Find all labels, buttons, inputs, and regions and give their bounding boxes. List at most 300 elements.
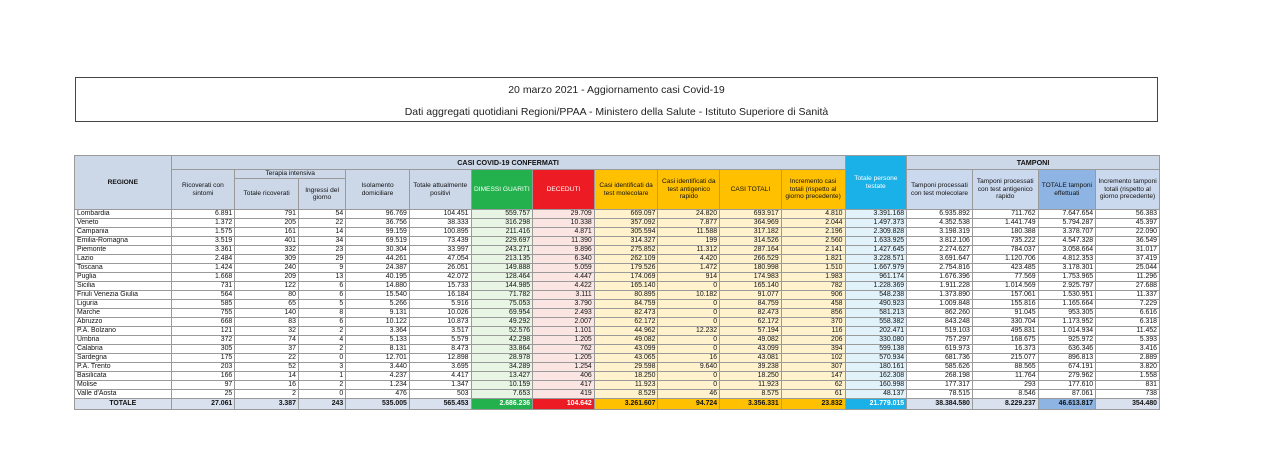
value-cell: 157.061 bbox=[972, 291, 1038, 300]
value-cell: 305 bbox=[171, 345, 235, 354]
value-cell: 10.182 bbox=[658, 291, 720, 300]
region-name-cell: Molise bbox=[75, 381, 172, 390]
value-cell: 1 bbox=[298, 372, 345, 381]
value-cell: 1.676.396 bbox=[907, 273, 973, 282]
value-cell: 43.099 bbox=[720, 345, 782, 354]
value-cell: 925.972 bbox=[1038, 336, 1096, 345]
value-cell: 4.420 bbox=[658, 255, 720, 264]
value-cell: 585.626 bbox=[907, 363, 973, 372]
value-cell: 11.923 bbox=[720, 381, 782, 390]
value-cell: 202.471 bbox=[845, 327, 907, 336]
value-cell: 1.911.228 bbox=[907, 282, 973, 291]
col-casi-totali: CASI TOTALI bbox=[720, 170, 782, 210]
value-cell: 293 bbox=[972, 381, 1038, 390]
value-cell: 564 bbox=[171, 291, 235, 300]
value-cell: 548.238 bbox=[845, 291, 907, 300]
value-cell: 953.305 bbox=[1038, 309, 1096, 318]
region-name-cell: Campania bbox=[75, 228, 172, 237]
value-cell: 10.026 bbox=[409, 309, 471, 318]
value-cell: 3.820 bbox=[1096, 363, 1160, 372]
value-cell: 174.069 bbox=[594, 273, 658, 282]
value-cell: 1.205 bbox=[533, 354, 595, 363]
value-cell: 62.172 bbox=[594, 318, 658, 327]
value-cell: 32 bbox=[235, 327, 299, 336]
value-cell: 5.794.287 bbox=[1038, 219, 1096, 228]
value-cell: 162.308 bbox=[845, 372, 907, 381]
region-name-cell: Veneto bbox=[75, 219, 172, 228]
total-label: TOTALE bbox=[75, 399, 172, 410]
table-row bbox=[75, 390, 1160, 399]
value-cell: 122 bbox=[235, 282, 299, 291]
value-cell: 419 bbox=[533, 390, 595, 399]
value-cell: 332 bbox=[235, 246, 299, 255]
value-cell: 206 bbox=[781, 336, 845, 345]
value-cell: 42.072 bbox=[409, 273, 471, 282]
group-tamponi: TAMPONI bbox=[907, 156, 1160, 170]
total-value-cell: 243 bbox=[298, 399, 345, 410]
group-casi-confermati: CASI COVID-19 CONFERMATI bbox=[171, 156, 845, 170]
value-cell: 147 bbox=[781, 372, 845, 381]
value-cell: 519.103 bbox=[907, 327, 973, 336]
value-cell: 36.756 bbox=[346, 219, 410, 228]
group-terapia-intensiva: Terapia intensiva bbox=[235, 170, 346, 179]
col-regione: REGIONE bbox=[75, 156, 172, 210]
value-cell: 166 bbox=[171, 372, 235, 381]
value-cell: 14 bbox=[298, 228, 345, 237]
value-cell: 279.962 bbox=[1038, 372, 1096, 381]
value-cell: 69.954 bbox=[471, 309, 533, 318]
value-cell: 4.422 bbox=[533, 282, 595, 291]
value-cell: 2.484 bbox=[171, 255, 235, 264]
value-cell: 62 bbox=[781, 381, 845, 390]
value-cell: 266.529 bbox=[720, 255, 782, 264]
value-cell: 476 bbox=[346, 390, 410, 399]
value-cell: 140 bbox=[235, 309, 299, 318]
value-cell: 317.182 bbox=[720, 228, 782, 237]
value-cell: 394 bbox=[781, 345, 845, 354]
value-cell: 84.759 bbox=[720, 300, 782, 309]
value-cell: 0 bbox=[298, 354, 345, 363]
value-cell: 1.983 bbox=[781, 273, 845, 282]
value-cell: 36.549 bbox=[1096, 237, 1160, 246]
value-cell: 84.759 bbox=[594, 300, 658, 309]
region-name-cell: Liguria bbox=[75, 300, 172, 309]
region-name-cell: Puglia bbox=[75, 273, 172, 282]
value-cell: 16 bbox=[235, 381, 299, 390]
value-cell: 8.473 bbox=[409, 345, 471, 354]
table-row bbox=[75, 210, 1160, 219]
value-cell: 12.232 bbox=[658, 327, 720, 336]
value-cell: 1.575 bbox=[171, 228, 235, 237]
table-row bbox=[75, 336, 1160, 345]
col-ti-ingressi: Ingressi del giorno bbox=[298, 179, 345, 210]
value-cell: 23 bbox=[298, 246, 345, 255]
value-cell: 490.923 bbox=[845, 300, 907, 309]
value-cell: 896.813 bbox=[1038, 354, 1096, 363]
value-cell: 88.565 bbox=[972, 363, 1038, 372]
value-cell: 3.111 bbox=[533, 291, 595, 300]
value-cell: 180.998 bbox=[720, 264, 782, 273]
value-cell: 681.736 bbox=[907, 354, 973, 363]
value-cell: 29 bbox=[298, 255, 345, 264]
value-cell: 372 bbox=[171, 336, 235, 345]
value-cell: 585 bbox=[171, 300, 235, 309]
value-cell: 6.340 bbox=[533, 255, 595, 264]
value-cell: 10.338 bbox=[533, 219, 595, 228]
value-cell: 22 bbox=[298, 219, 345, 228]
value-cell: 856 bbox=[781, 309, 845, 318]
value-cell: 287.164 bbox=[720, 246, 782, 255]
value-cell: 0 bbox=[658, 336, 720, 345]
value-cell: 165.140 bbox=[594, 282, 658, 291]
value-cell: 6.935.892 bbox=[907, 210, 973, 219]
value-cell: 2.889 bbox=[1096, 354, 1160, 363]
value-cell: 4 bbox=[298, 336, 345, 345]
value-cell: 559.757 bbox=[471, 210, 533, 219]
table-body bbox=[75, 210, 1160, 410]
value-cell: 16 bbox=[658, 354, 720, 363]
total-value-cell: 23.832 bbox=[781, 399, 845, 410]
value-cell: 149.888 bbox=[471, 264, 533, 273]
col-ti-totale: Totale ricoverati bbox=[235, 179, 299, 210]
value-cell: 6 bbox=[298, 291, 345, 300]
value-cell: 180.388 bbox=[972, 228, 1038, 237]
value-cell: 423.485 bbox=[972, 264, 1038, 273]
value-cell: 82.473 bbox=[594, 309, 658, 318]
table-row bbox=[75, 372, 1160, 381]
value-cell: 3.517 bbox=[409, 327, 471, 336]
table-row bbox=[75, 237, 1160, 246]
value-cell: 65 bbox=[235, 300, 299, 309]
region-name-cell: Abruzzo bbox=[75, 318, 172, 327]
value-cell: 199 bbox=[658, 237, 720, 246]
value-cell: 1.173.952 bbox=[1038, 318, 1096, 327]
value-cell: 831 bbox=[1096, 381, 1160, 390]
value-cell: 2 bbox=[235, 390, 299, 399]
table-row bbox=[75, 273, 1160, 282]
value-cell: 75.053 bbox=[471, 300, 533, 309]
col-positivi: Totale attualmente positivi bbox=[409, 170, 471, 210]
value-cell: 458 bbox=[781, 300, 845, 309]
value-cell: 11.296 bbox=[1096, 273, 1160, 282]
value-cell: 49.292 bbox=[471, 318, 533, 327]
region-name-cell: Lazio bbox=[75, 255, 172, 264]
total-value-cell: 104.642 bbox=[533, 399, 595, 410]
total-value-cell: 2.686.236 bbox=[471, 399, 533, 410]
value-cell: 213.135 bbox=[471, 255, 533, 264]
value-cell: 3.691.647 bbox=[907, 255, 973, 264]
value-cell: 80 bbox=[235, 291, 299, 300]
value-cell: 15.733 bbox=[409, 282, 471, 291]
value-cell: 5.393 bbox=[1096, 336, 1160, 345]
value-cell: 11.390 bbox=[533, 237, 595, 246]
value-cell: 179.526 bbox=[594, 264, 658, 273]
value-cell: 674.191 bbox=[1038, 363, 1096, 372]
value-cell: 330.704 bbox=[972, 318, 1038, 327]
value-cell: 77.569 bbox=[972, 273, 1038, 282]
value-cell: 8.575 bbox=[720, 390, 782, 399]
col-isolamento: Isolamento domiciliare bbox=[346, 170, 410, 210]
value-cell: 0 bbox=[658, 372, 720, 381]
value-cell: 40.195 bbox=[346, 273, 410, 282]
value-cell: 82.473 bbox=[720, 309, 782, 318]
value-cell: 1.014.934 bbox=[1038, 327, 1096, 336]
value-cell: 1.205 bbox=[533, 336, 595, 345]
table-row bbox=[75, 282, 1160, 291]
value-cell: 34.289 bbox=[471, 363, 533, 372]
value-cell: 961.174 bbox=[845, 273, 907, 282]
value-cell: 1.668 bbox=[171, 273, 235, 282]
value-cell: 174.983 bbox=[720, 273, 782, 282]
value-cell: 13 bbox=[298, 273, 345, 282]
value-cell: 11.764 bbox=[972, 372, 1038, 381]
value-cell: 78.515 bbox=[907, 390, 973, 399]
value-cell: 91.077 bbox=[720, 291, 782, 300]
value-cell: 2.560 bbox=[781, 237, 845, 246]
total-value-cell: 354.480 bbox=[1096, 399, 1160, 410]
value-cell: 2 bbox=[298, 381, 345, 390]
value-cell: 28.978 bbox=[471, 354, 533, 363]
value-cell: 5.059 bbox=[533, 264, 595, 273]
value-cell: 33.864 bbox=[471, 345, 533, 354]
value-cell: 11.337 bbox=[1096, 291, 1160, 300]
value-cell: 262.109 bbox=[594, 255, 658, 264]
value-cell: 791 bbox=[235, 210, 299, 219]
region-name-cell: Piemonte bbox=[75, 246, 172, 255]
value-cell: 762 bbox=[533, 345, 595, 354]
value-cell: 1.667.979 bbox=[845, 264, 907, 273]
value-cell: 168.675 bbox=[972, 336, 1038, 345]
value-cell: 10.873 bbox=[409, 318, 471, 327]
value-cell: 8.131 bbox=[346, 345, 410, 354]
value-cell: 7.653 bbox=[471, 390, 533, 399]
value-cell: 177.610 bbox=[1038, 381, 1096, 390]
value-cell: 18.250 bbox=[594, 372, 658, 381]
col-incremento-casi: Incremento casi totali (rispetto al giorno precedente) bbox=[781, 170, 845, 210]
col-antigenico: Casi identificati da test antigenico rapido bbox=[658, 170, 720, 210]
value-cell: 13.427 bbox=[471, 372, 533, 381]
report-subtitle: Dati aggregati quotidiani Regioni/PPAA - Ministero della Salute - Istituto Superiore di Sanità bbox=[404, 106, 829, 118]
value-cell: 3.391.168 bbox=[845, 210, 907, 219]
value-cell: 843.248 bbox=[907, 318, 973, 327]
value-cell: 102 bbox=[781, 354, 845, 363]
value-cell: 1.228.369 bbox=[845, 282, 907, 291]
value-cell: 862.260 bbox=[907, 309, 973, 318]
total-value-cell: 3.261.607 bbox=[594, 399, 658, 410]
value-cell: 31.017 bbox=[1096, 246, 1160, 255]
value-cell: 4.547.328 bbox=[1038, 237, 1096, 246]
value-cell: 49.082 bbox=[720, 336, 782, 345]
value-cell: 3.790 bbox=[533, 300, 595, 309]
value-cell: 29.598 bbox=[594, 363, 658, 372]
region-name-cell: Lombardia bbox=[75, 210, 172, 219]
value-cell: 309 bbox=[235, 255, 299, 264]
value-cell: 401 bbox=[235, 237, 299, 246]
table-row bbox=[75, 264, 1160, 273]
value-cell: 2.309.828 bbox=[845, 228, 907, 237]
value-cell: 144.985 bbox=[471, 282, 533, 291]
value-cell: 203 bbox=[171, 363, 235, 372]
value-cell: 80.895 bbox=[594, 291, 658, 300]
value-cell: 12.898 bbox=[409, 354, 471, 363]
value-cell: 4.237 bbox=[346, 372, 410, 381]
value-cell: 503 bbox=[409, 390, 471, 399]
value-cell: 2 bbox=[298, 327, 345, 336]
value-cell: 4.812.353 bbox=[1038, 255, 1096, 264]
total-value-cell: 3.356.331 bbox=[720, 399, 782, 410]
value-cell: 37 bbox=[235, 345, 299, 354]
report-header bbox=[75, 77, 1158, 122]
value-cell: 52 bbox=[235, 363, 299, 372]
value-cell: 906 bbox=[781, 291, 845, 300]
value-cell: 755 bbox=[171, 309, 235, 318]
value-cell: 12.701 bbox=[346, 354, 410, 363]
value-cell: 1.530.951 bbox=[1038, 291, 1096, 300]
value-cell: 305.594 bbox=[594, 228, 658, 237]
value-cell: 180.161 bbox=[845, 363, 907, 372]
table-row bbox=[75, 219, 1160, 228]
col-persone-testate: Totale persone testate bbox=[845, 156, 907, 210]
col-dimessi: DIMESSI GUARITI bbox=[471, 170, 533, 210]
value-cell: 57.194 bbox=[720, 327, 782, 336]
covid-data-table bbox=[74, 155, 1160, 410]
value-cell: 27.688 bbox=[1096, 282, 1160, 291]
value-cell: 1.234 bbox=[346, 381, 410, 390]
value-cell: 1.424 bbox=[171, 264, 235, 273]
value-cell: 6.891 bbox=[171, 210, 235, 219]
value-cell: 7.877 bbox=[658, 219, 720, 228]
value-cell: 1.347 bbox=[409, 381, 471, 390]
value-cell: 155.816 bbox=[972, 300, 1038, 309]
value-cell: 570.934 bbox=[845, 354, 907, 363]
value-cell: 83 bbox=[235, 318, 299, 327]
value-cell: 87.061 bbox=[1038, 390, 1096, 399]
value-cell: 3.695 bbox=[409, 363, 471, 372]
region-name-cell: Basilicata bbox=[75, 372, 172, 381]
value-cell: 243.271 bbox=[471, 246, 533, 255]
region-name-cell: Sardegna bbox=[75, 354, 172, 363]
value-cell: 668 bbox=[171, 318, 235, 327]
value-cell: 10.159 bbox=[471, 381, 533, 390]
total-value-cell: 94.724 bbox=[658, 399, 720, 410]
value-cell: 2.044 bbox=[781, 219, 845, 228]
value-cell: 5.133 bbox=[346, 336, 410, 345]
region-name-cell: Marche bbox=[75, 309, 172, 318]
value-cell: 160.998 bbox=[845, 381, 907, 390]
total-value-cell: 3.387 bbox=[235, 399, 299, 410]
value-cell: 406 bbox=[533, 372, 595, 381]
value-cell: 15.540 bbox=[346, 291, 410, 300]
value-cell: 91.045 bbox=[972, 309, 1038, 318]
value-cell: 161 bbox=[235, 228, 299, 237]
value-cell: 275.852 bbox=[594, 246, 658, 255]
value-cell: 24.387 bbox=[346, 264, 410, 273]
table-row bbox=[75, 246, 1160, 255]
region-name-cell: P.A. Bolzano bbox=[75, 327, 172, 336]
value-cell: 3.364 bbox=[346, 327, 410, 336]
value-cell: 2 bbox=[298, 345, 345, 354]
value-cell: 1.372 bbox=[171, 219, 235, 228]
region-name-cell: Toscana bbox=[75, 264, 172, 273]
value-cell: 1.165.664 bbox=[1038, 300, 1096, 309]
region-name-cell: Emilia-Romagna bbox=[75, 237, 172, 246]
value-cell: 314.327 bbox=[594, 237, 658, 246]
total-value-cell: 38.384.580 bbox=[907, 399, 973, 410]
report-title: 20 marzo 2021 - Aggiornamento casi Covid-19 bbox=[508, 84, 725, 96]
value-cell: 46 bbox=[658, 390, 720, 399]
table-row bbox=[75, 345, 1160, 354]
total-row bbox=[75, 399, 1160, 410]
value-cell: 1.821 bbox=[781, 255, 845, 264]
value-cell: 29.709 bbox=[533, 210, 595, 219]
value-cell: 0 bbox=[658, 318, 720, 327]
value-cell: 5.266 bbox=[346, 300, 410, 309]
value-cell: 39.238 bbox=[720, 363, 782, 372]
value-cell: 1.497.373 bbox=[845, 219, 907, 228]
value-cell: 3.519 bbox=[171, 237, 235, 246]
value-cell: 54 bbox=[298, 210, 345, 219]
value-cell: 1.009.848 bbox=[907, 300, 973, 309]
value-cell: 10.122 bbox=[346, 318, 410, 327]
value-cell: 4.810 bbox=[781, 210, 845, 219]
value-cell: 8 bbox=[298, 309, 345, 318]
value-cell: 693.917 bbox=[720, 210, 782, 219]
value-cell: 5.916 bbox=[409, 300, 471, 309]
col-tamponi-molecolare: Tamponi processati con test molecolare bbox=[907, 170, 973, 210]
table-row bbox=[75, 381, 1160, 390]
value-cell: 3.228.571 bbox=[845, 255, 907, 264]
value-cell: 1.427.645 bbox=[845, 246, 907, 255]
value-cell: 16.184 bbox=[409, 291, 471, 300]
total-value-cell: 27.061 bbox=[171, 399, 235, 410]
value-cell: 9 bbox=[298, 264, 345, 273]
value-cell: 0 bbox=[658, 381, 720, 390]
col-deceduti: DECEDUTI bbox=[533, 170, 595, 210]
value-cell: 121 bbox=[171, 327, 235, 336]
value-cell: 6.616 bbox=[1096, 309, 1160, 318]
value-cell: 4.871 bbox=[533, 228, 595, 237]
table-row bbox=[75, 300, 1160, 309]
table-row bbox=[75, 354, 1160, 363]
total-value-cell: 21.779.015 bbox=[845, 399, 907, 410]
value-cell: 307 bbox=[781, 363, 845, 372]
value-cell: 2.493 bbox=[533, 309, 595, 318]
value-cell: 11.312 bbox=[658, 246, 720, 255]
value-cell: 1.753.965 bbox=[1038, 273, 1096, 282]
value-cell: 49.082 bbox=[594, 336, 658, 345]
value-cell: 3.812.106 bbox=[907, 237, 973, 246]
value-cell: 5.579 bbox=[409, 336, 471, 345]
value-cell: 316.298 bbox=[471, 219, 533, 228]
value-cell: 25.044 bbox=[1096, 264, 1160, 273]
table-row bbox=[75, 228, 1160, 237]
value-cell: 11.923 bbox=[594, 381, 658, 390]
value-cell: 3.416 bbox=[1096, 345, 1160, 354]
value-cell: 2.274.627 bbox=[907, 246, 973, 255]
total-value-cell: 535.005 bbox=[346, 399, 410, 410]
value-cell: 1.510 bbox=[781, 264, 845, 273]
value-cell: 0 bbox=[298, 390, 345, 399]
value-cell: 209 bbox=[235, 273, 299, 282]
value-cell: 11.452 bbox=[1096, 327, 1160, 336]
region-name-cell: P.A. Trento bbox=[75, 363, 172, 372]
table-row bbox=[75, 255, 1160, 264]
value-cell: 14.880 bbox=[346, 282, 410, 291]
value-cell: 4.352.538 bbox=[907, 219, 973, 228]
value-cell: 1.558 bbox=[1096, 372, 1160, 381]
value-cell: 1.101 bbox=[533, 327, 595, 336]
value-cell: 3.178.301 bbox=[1038, 264, 1096, 273]
